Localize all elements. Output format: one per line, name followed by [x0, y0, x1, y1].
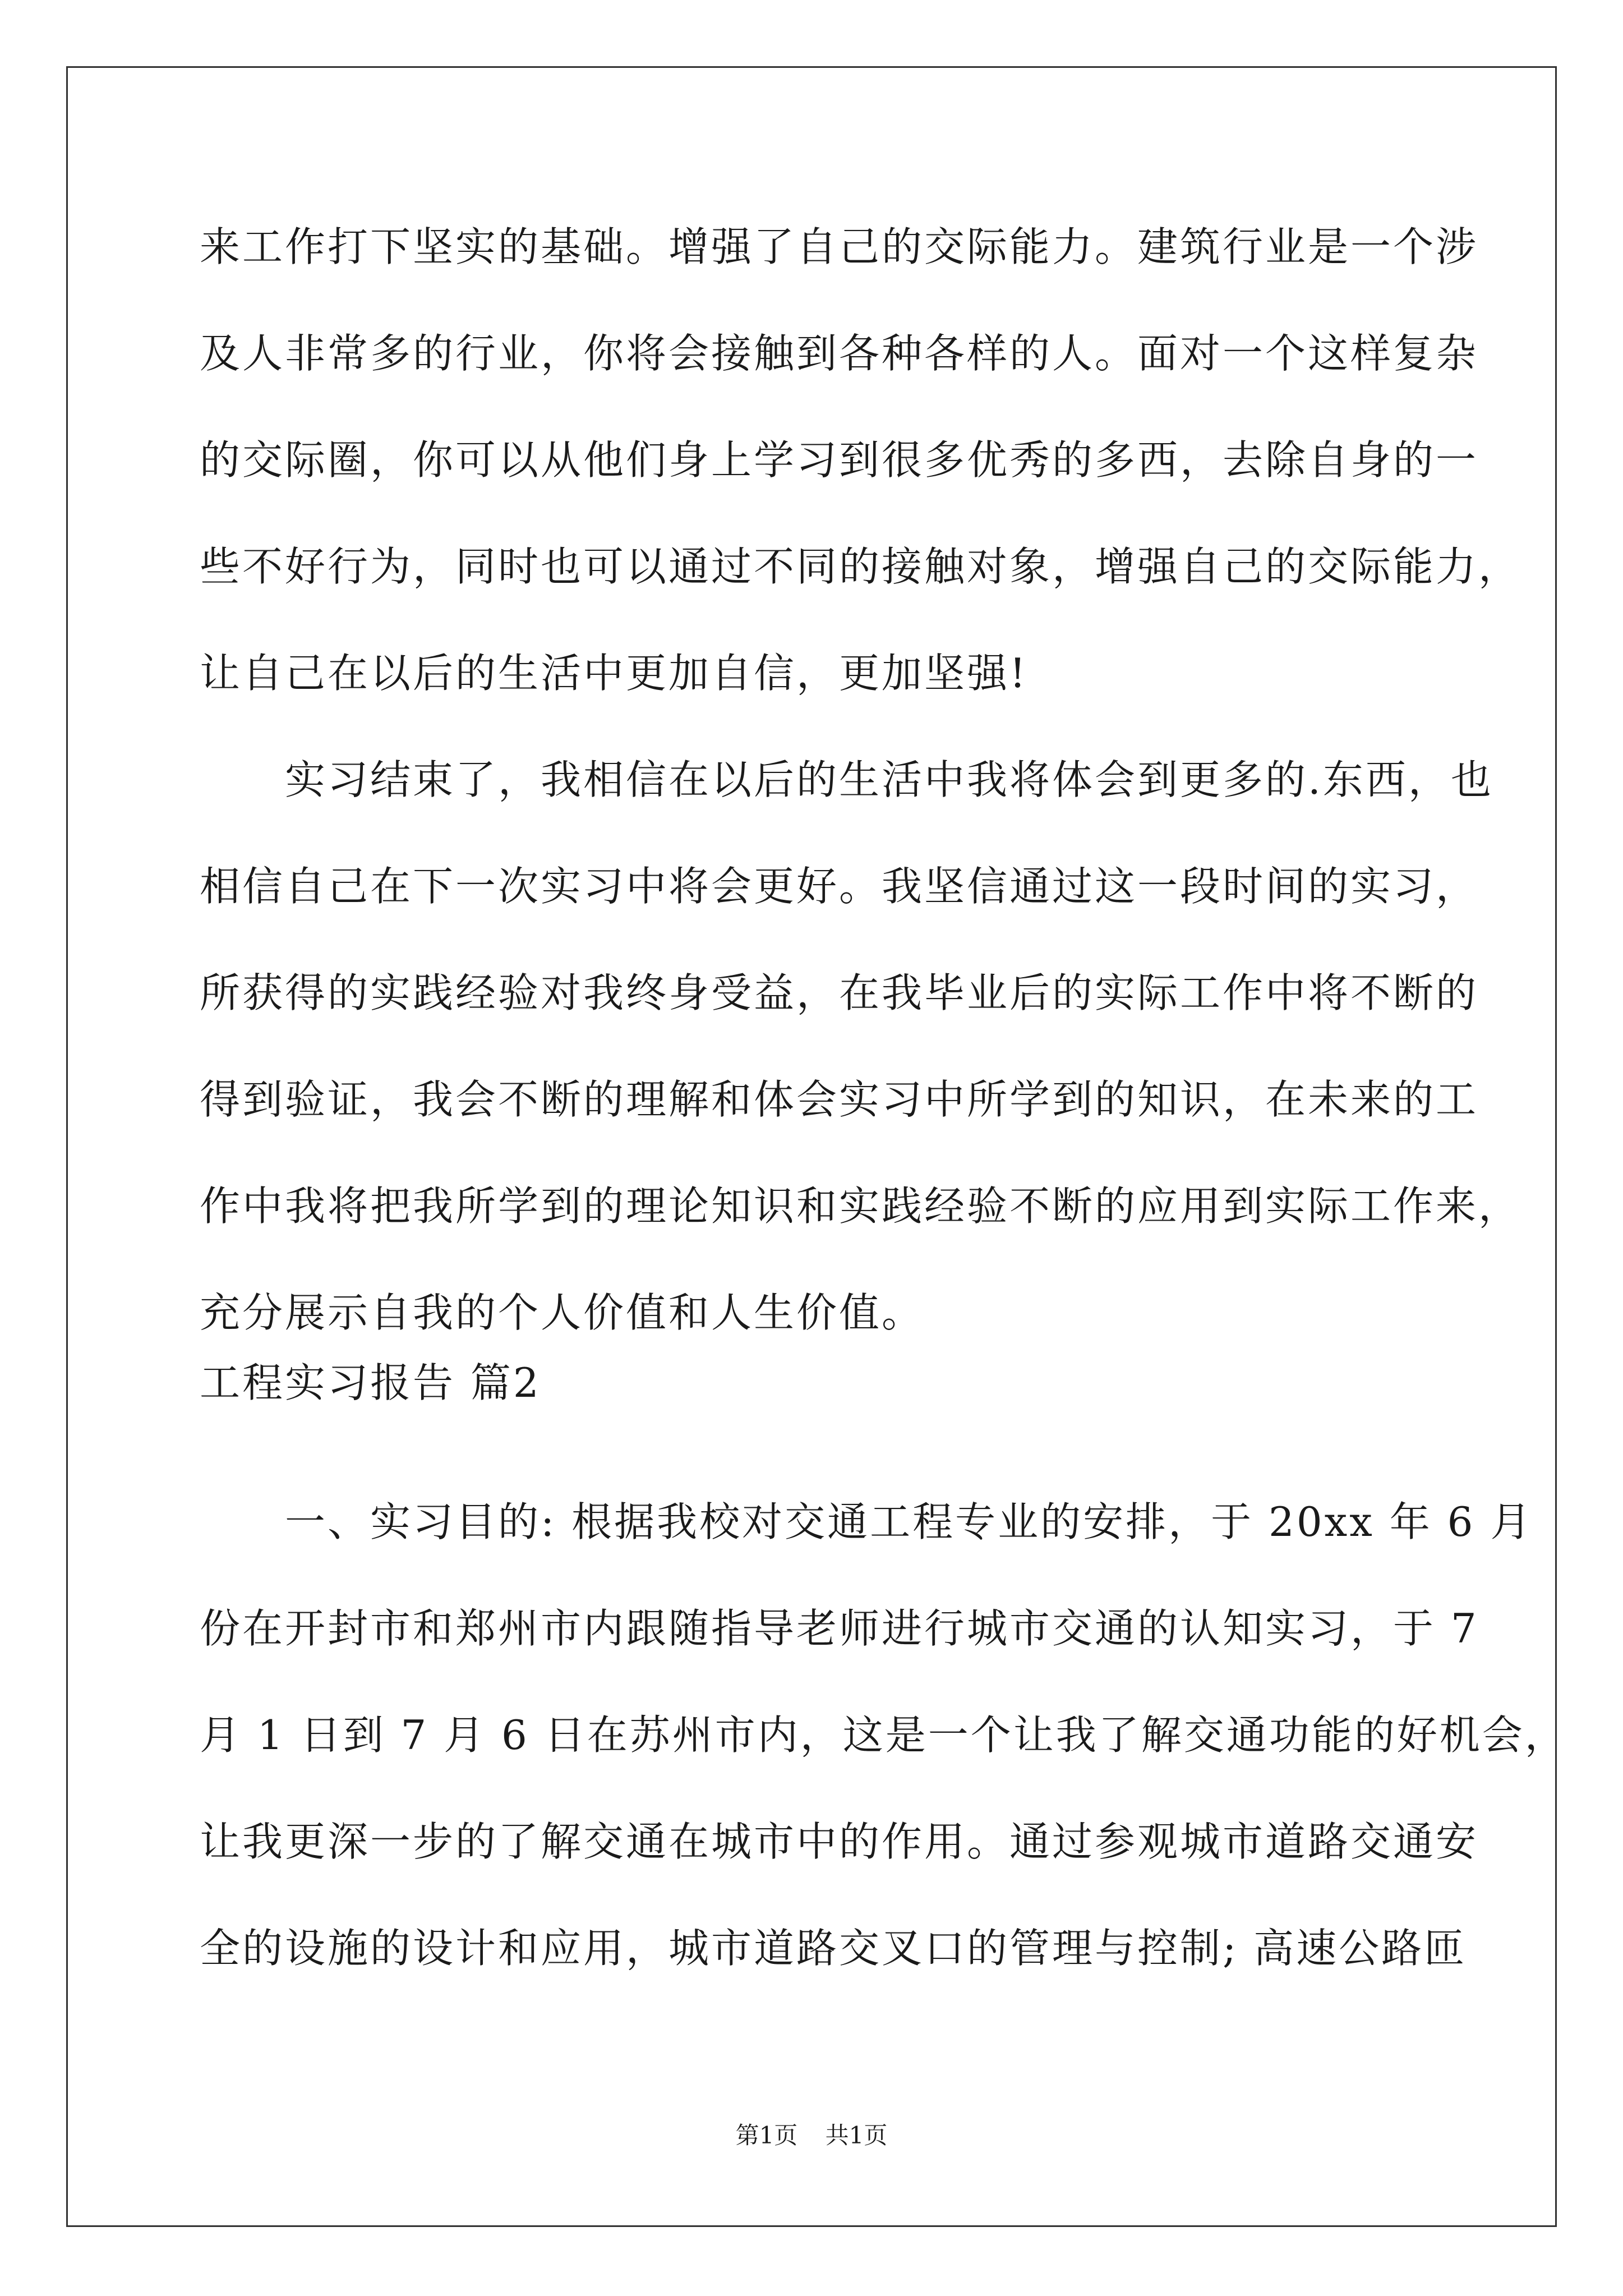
section-heading: 工程实习报告 篇2 [200, 1359, 541, 1406]
text-line: 得到验证，我会不断的理解和体会实习中所学到的知识，在未来的工 [200, 1076, 1479, 1123]
text-line: 让我更深一步的了解交通在城市中的作用。通过参观城市道路交通安 [200, 1818, 1479, 1865]
page-total: 共1页 [825, 2122, 888, 2149]
text-line: 让自己在以后的生活中更加自信，更加坚强! [200, 650, 1028, 697]
text-line: 相信自己在下一次实习中将会更好。我坚信通过这一段时间的实习， [200, 863, 1479, 910]
page-border [66, 66, 1567, 2227]
text-line: 份在开封市和郑州市内跟随指导老师进行城市交通的认知实习，于 7 [200, 1605, 1479, 1652]
page-footer [0, 2122, 1623, 2150]
text-line: 实习结束了，我相信在以后的生活中我将体会到更多的.东西，也 [200, 756, 1493, 803]
text-line: 所获得的实践经验对我终身受益，在我毕业后的实际工作中将不断的 [200, 969, 1479, 1016]
text-line: 作中我将把我所学到的理论知识和实践经验不断的应用到实际工作来， [200, 1182, 1521, 1230]
text-line: 一、实习目的: 根据我校对交通工程专业的安排，于 20xx 年 6 月 [200, 1498, 1533, 1545]
text-line: 全的设施的设计和应用，城市道路交叉口的管理与控制; 高速公路匝 [200, 1925, 1467, 1972]
text-line: 些不好行为，同时也可以通过不同的接触对象，增强自己的交际能力， [200, 543, 1521, 590]
page-number: 第1页 [735, 2122, 798, 2149]
text-line: 充分展示自我的个人价值和人生价值。 [200, 1289, 925, 1336]
text-line: 月 1 日到 7 月 6 日在苏州市内，这是一个让我了解交通功能的好机会， [200, 1711, 1567, 1759]
text-line: 来工作打下坚实的基础。增强了自己的交际能力。建筑行业是一个涉 [200, 223, 1479, 270]
text-line: 的交际圈，你可以从他们身上学习到很多优秀的多西，去除自身的一 [200, 436, 1479, 484]
text-line: 及人非常多的行业，你将会接触到各种各样的人。面对一个这样复杂 [200, 330, 1479, 377]
